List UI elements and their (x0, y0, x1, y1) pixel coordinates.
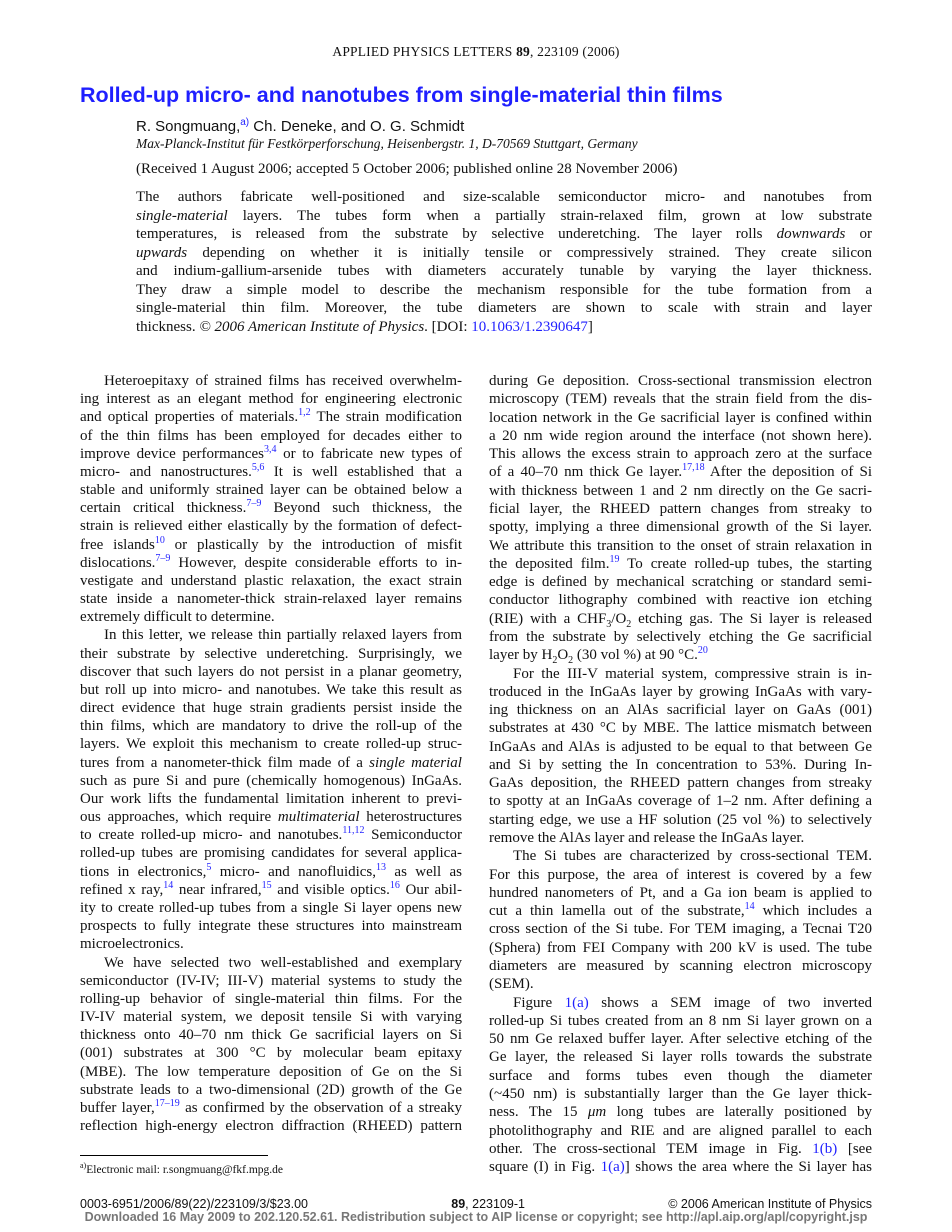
text-line: temperatures, is released from the substrate by selective underetching. The layer rolls downwards or (136, 226, 872, 242)
reference-link[interactable]: 10.1063/1.2390647 (471, 318, 588, 335)
citation-link[interactable]: 3,4 (264, 443, 277, 455)
citation-link[interactable]: 14 (744, 901, 755, 913)
text-line: conductor lithography combined with reactive ion etching (489, 592, 872, 609)
footer-volume: 89 (451, 1197, 466, 1211)
text-line: cross section of the Si tube. For TEM imaging, a Tecnai T20 (489, 921, 872, 938)
text-line: but roll up into micro- and nanotubes. We take this result as (80, 681, 462, 698)
text-line: reflection high-energy electron diffraction (RHEED) pattern (80, 1118, 462, 1135)
text-line: (SEM). (489, 976, 534, 993)
text-line: Ge layer, the released Si layer rolls towards the substrate (489, 1049, 872, 1066)
text-line: the deposited film.$^{19}$ To create rolled-up tubes, the starting (489, 553, 873, 572)
text-line: ing interest as an elegant method for engineering electronic (80, 391, 462, 408)
text-line: certain critical thickness.$^{7-9}$ Beyond such thickness, the (80, 498, 462, 517)
subscript: 3 (606, 618, 612, 630)
reference-link[interactable]: 1(a) (600, 1159, 625, 1176)
text-line: IV-IV material system, we deposit tensile Si with varying (80, 1009, 462, 1026)
text-line: rolling-up behavior of single-material thin films. For the (80, 990, 462, 1007)
text-line: ity to create rolled-up tubes from a single Si layer opens new (80, 899, 462, 916)
reference-link[interactable]: 1(b) (812, 1140, 838, 1157)
citation-link[interactable]: 7–9 (155, 552, 171, 564)
text-line: ing thickness on an AlAs sacrificial layer on GaAs (001) (489, 702, 872, 719)
text-line: (001) substrates at 300 °C by molecular beam epitaxy (80, 1045, 462, 1062)
text-line: state inside a nanometer-thick strain-relaxed layer remains (80, 591, 462, 608)
text-line: single-material layers. The tubes form when a partially strain-relaxed film, grown at low substrate (136, 207, 872, 224)
text-line: ficial layer, the RHEED pattern changes from streaky to (489, 500, 872, 517)
citation-link[interactable]: 13 (376, 861, 387, 873)
text-line: thickness onto 40–70 nm thick Ge sacrificial layers on Si (80, 1027, 462, 1044)
citation-link[interactable]: 7–9 (246, 498, 262, 510)
text-line: tures from a nanometer-thick film made of a single material (80, 754, 462, 771)
text-line: (Sphera) from FEI Company with 200 kV is used. The tube (489, 939, 872, 956)
text-line: and optical properties of materials.$^{1,2}$ The strain modification (80, 407, 462, 426)
text-line: such as pure Si and pure (chemically homogenous) InGaAs. (80, 772, 462, 789)
author-list (136, 117, 464, 135)
journal-name: APPLIED PHYSICS LETTERS (332, 44, 513, 59)
text-line: ness. The 15 μm long tubes are laterally positioned by (489, 1104, 872, 1121)
subscript: 2 (552, 655, 558, 667)
received-dates: (Received 1 August 2006; accepted 5 October 2006; published online 28 November 2006) (136, 161, 678, 177)
italic-text: single-material (136, 207, 228, 224)
citation-link[interactable]: 5,6 (251, 461, 265, 473)
citation-link[interactable]: 16 (389, 879, 400, 891)
journal-citation: , 223109 (2006) (529, 44, 620, 59)
paragraph (80, 954, 462, 1136)
paper-title: Rolled-up micro- and nanotubes from single-material thin films (80, 83, 723, 107)
text-line: troduced in the InGaAs layer by growing InGaAs with vary- (489, 683, 872, 700)
text-line: free islands$^{10}$ or plastically by the introduction of misfit (80, 534, 462, 553)
footer-page-number: , 223109-1 (465, 1197, 525, 1211)
text-line: stable and uniformly strained layer can be obtained below a (80, 482, 462, 499)
text-line: to spotty at an InGaAs coverage of 1–2 nm. After defining a (489, 793, 872, 810)
text-line: InGaAs and AlAs is adjusted to be equal to that between Ge (489, 738, 872, 755)
text-line: surface and forms tubes even though the diameter (489, 1067, 872, 1084)
footer-copyright: © 2006 American Institute of Physics (668, 1197, 872, 1211)
citation-link[interactable]: 10 (154, 534, 165, 546)
text-line: rolled-up Si tubes created from an 8 nm Si layer grown on a (489, 1012, 872, 1029)
citation-link[interactable]: 17–19 (154, 1097, 180, 1109)
text-line: They draw a simple model to describe the mechanism responsible for the tube formation from a (136, 281, 872, 298)
affiliation: Max-Planck-Institut für Festkörperforschung, Heisenbergstr. 1, D-70569 Stuttgart, Germany (136, 136, 638, 151)
text-line: micro- and nanostructures.$^{5,6}$ It is well established that a (80, 461, 462, 480)
journal-volume: 89 (516, 44, 530, 59)
text-line: square (I) in Fig. 1(a)] shows the area where the Si layer has (489, 1159, 873, 1176)
text-line: 50 nm Ge relaxed buffer layer. After selective etching of the (489, 1031, 872, 1048)
text-line: refined x ray,$^{14}$ near infrared,$^{15}$ and visible optics.$^{16}$ Our abil- (80, 879, 462, 898)
footnote-divider (80, 1155, 268, 1156)
citation-link[interactable]: 11,12 (342, 825, 365, 837)
text-line: extremely difficult to determine. (80, 609, 275, 626)
paragraph (80, 626, 462, 953)
text-line: upwards depending on whether it is initially tensile or compressively strained. They create silicon (136, 244, 872, 261)
italic-text: upwards (136, 244, 188, 261)
text-line: starting edge, we use a HF solution (25 vol %) to selectively (489, 811, 872, 828)
text-line: with thickness between 1 and 2 nm directly on the Ge sacri- (489, 482, 872, 499)
text-line: This allows the excess strain to approach zero at the surface (489, 446, 872, 463)
text-line: Heteroepitaxy of strained films has received overwhelm- (104, 373, 462, 389)
citation-link[interactable]: 20 (697, 645, 708, 657)
text-line: and indium-gallium-arsenide tubes with diameters accurately tunable by varying the layer thickness. (136, 263, 872, 279)
text-line: photolithography and RIE and are aligned parallel to each (489, 1122, 872, 1139)
text-line: In this letter, we release thin partially relaxed layers from (104, 627, 462, 644)
text-line: discover that such layers do not persist in a planar geometry, (80, 663, 462, 680)
journal-header (0, 44, 952, 60)
text-line: The Si tubes are characterized by cross-sectional TEM. (513, 848, 872, 865)
text-line: thickness. © 2006 American Institute of Physics. [DOI: 10.1063/1.2390647] (136, 318, 593, 335)
text-line: direct evidence that huge strain gradients persist inside the (80, 700, 462, 717)
text-line: substrates at 430 °C by MBE. The lattice mismatch between (489, 720, 872, 737)
text-line: (MBE). The low temperature deposition of Ge on the Si (80, 1063, 462, 1080)
text-line: and Si by setting the In concentration to 53%. During In- (489, 756, 872, 773)
footnote-mark: a) (80, 1161, 87, 1170)
text-line: rolled-up tubes are promising candidates for several applica- (80, 845, 462, 862)
text-line: microscopy (TEM) reveals that the strain field from the dis- (489, 391, 872, 408)
text-line: (RIE) with a $CHF_3/O_2$ etching gas. The Si layer is released (489, 610, 872, 630)
text-line: hundred nanometers of Pt, and a Ga ion beam is applied to (489, 884, 872, 901)
italic-text: μm (587, 1104, 607, 1121)
subscript: 2 (568, 655, 574, 667)
text-line: We have selected two well-established and exemplary (104, 954, 462, 971)
footer-page (451, 1197, 525, 1211)
download-notice: Downloaded 16 May 2009 to 202.120.52.61. Redistribution subject to AIP license or copyright; see http://apl.aip.org/apl/copyright.jsp (84, 1210, 868, 1224)
text-line: a 20 nm wide region around the interface (not shown here). (489, 427, 872, 444)
author-footnote-link[interactable]: a) (240, 117, 250, 128)
text-line: location network in the Ge sacrificial layer is confined within (489, 409, 872, 426)
text-line: to create rolled-up micro- and nanotubes.$^{11,12}$ Semiconductor (80, 825, 462, 844)
text-line: substrate leads to a two-dimensional (2D) growth of the Ge (80, 1081, 462, 1098)
subscript: 2 (626, 618, 632, 630)
citation-link[interactable]: 1,2 (298, 407, 311, 419)
text-line: their substrate by selective underetching. Surprisingly, we (80, 645, 462, 662)
text-line: diameters are measured by scanning electron microscopy (489, 958, 872, 974)
body-left-column (80, 372, 462, 1135)
text-line: from the substrate by selectively etching the Ge sacrificial (489, 628, 872, 645)
body-right-column (489, 372, 872, 1176)
citation-link[interactable]: 17,18 (682, 462, 705, 474)
text-line: vestigate and understand plastic relaxation, the exact strain (80, 572, 462, 589)
italic-text: downwards (776, 226, 846, 242)
citation-link[interactable]: 19 (609, 553, 620, 565)
text-line: microelectronics. (80, 936, 184, 953)
citation-link[interactable]: 5 (206, 861, 212, 873)
text-line: GaAs deposition, the RHEED pattern changes from streaky (489, 775, 872, 792)
author-first: R. Songmuang, (136, 118, 241, 135)
text-line: ous approaches, which require multimaterial heterostructures (80, 809, 462, 826)
text-line: tions in electronics,$^5$ micro- and nanofluidics,$^{13}$ as well as (80, 861, 462, 880)
text-line: layer by $H_2O_2$ (30 vol %) at 90 °C.$^{20}$ (489, 645, 708, 667)
footer-code: 0003-6951/2006/89(22)/223109/3/$23.00 (80, 1197, 308, 1211)
text-line: buffer layer,$^{17-19}$ as confirmed by the observation of a streaky (80, 1097, 463, 1116)
citation-link[interactable]: 14 (163, 879, 174, 891)
text-line: improve device performances$^{3,4}$ or to fabricate new types of (80, 443, 462, 462)
text-line: of the thin films has been employed for decades either to (80, 427, 462, 444)
text-line: dislocations.$^{7-9}$ However, despite considerable efforts to in- (80, 552, 462, 571)
text-line: prospects to fully integrate these structures into mainstream (80, 918, 462, 935)
text-line: single-material thin film. Moreover, the tube diameters are shown to scale with strain and layer (136, 300, 872, 316)
text-line: We attribute this transition to the onset of strain relaxation in (489, 537, 872, 554)
paragraph (489, 847, 872, 993)
italic-text: © 2006 American Institute of Physics (199, 318, 425, 335)
paragraph (136, 188, 872, 336)
footnote (80, 1161, 283, 1176)
text-line: cut a thin lamella out of the substrate,$^{14}$ which includes a (489, 901, 872, 920)
text-line: Figure 1(a) shows a SEM image of two inverted (513, 994, 872, 1011)
paragraph (80, 372, 462, 626)
citation-link[interactable]: 15 (261, 879, 272, 891)
text-line: thin films, which are mandatory to drive the roll-up of the (80, 718, 462, 735)
text-line: For the III-V material system, compressive strain is in- (513, 665, 872, 682)
text-line: remove the AlAs layer and release the InGaAs layer. (489, 830, 805, 847)
text-line: spotty, implying a three dimensional growth of the Si layer. (489, 519, 872, 536)
text-line: Our work lifts the fundamental limitation inherent to previ- (80, 790, 462, 807)
author-rest: Ch. Deneke, and O. G. Schmidt (249, 118, 465, 135)
text-line: during Ge deposition. Cross-sectional transmission electron (489, 373, 872, 389)
text-line: The authors fabricate well-positioned and size-scalable semiconductor micro- and nanotubes from (136, 189, 872, 205)
italic-text: multimaterial (277, 809, 360, 826)
text-line: (~450 nm) is substantially larger than the Ge layer thick- (489, 1085, 872, 1102)
text-line: layers. We exploit this mechanism to create rolled-up struc- (80, 736, 462, 753)
text-line: of a 40–70 nm thick Ge layer.$^{17,18}$ After the deposition of Si (489, 462, 872, 481)
text-line: semiconductor (IV-IV; III-V) material systems to study the (80, 972, 462, 989)
reference-link[interactable]: 1(a) (564, 994, 589, 1011)
text-line: For this purpose, the area of interest is covered by a few (489, 866, 872, 883)
footnote-text: Electronic mail: r.songmuang@fkf.mpg.de (86, 1163, 283, 1176)
abstract (136, 188, 872, 336)
page-footer (80, 1197, 872, 1211)
paragraph (489, 372, 872, 665)
paragraph (489, 665, 872, 848)
italic-text: single material (369, 754, 462, 771)
paragraph (489, 994, 872, 1177)
text-line: edge is defined by mechanical scratching or standard semi- (489, 574, 872, 591)
text-line: other. The cross-sectional TEM image in Fig. 1(b) [see (489, 1140, 872, 1157)
text-line: strain is relieved either elastically by the formation of defect- (80, 518, 462, 535)
